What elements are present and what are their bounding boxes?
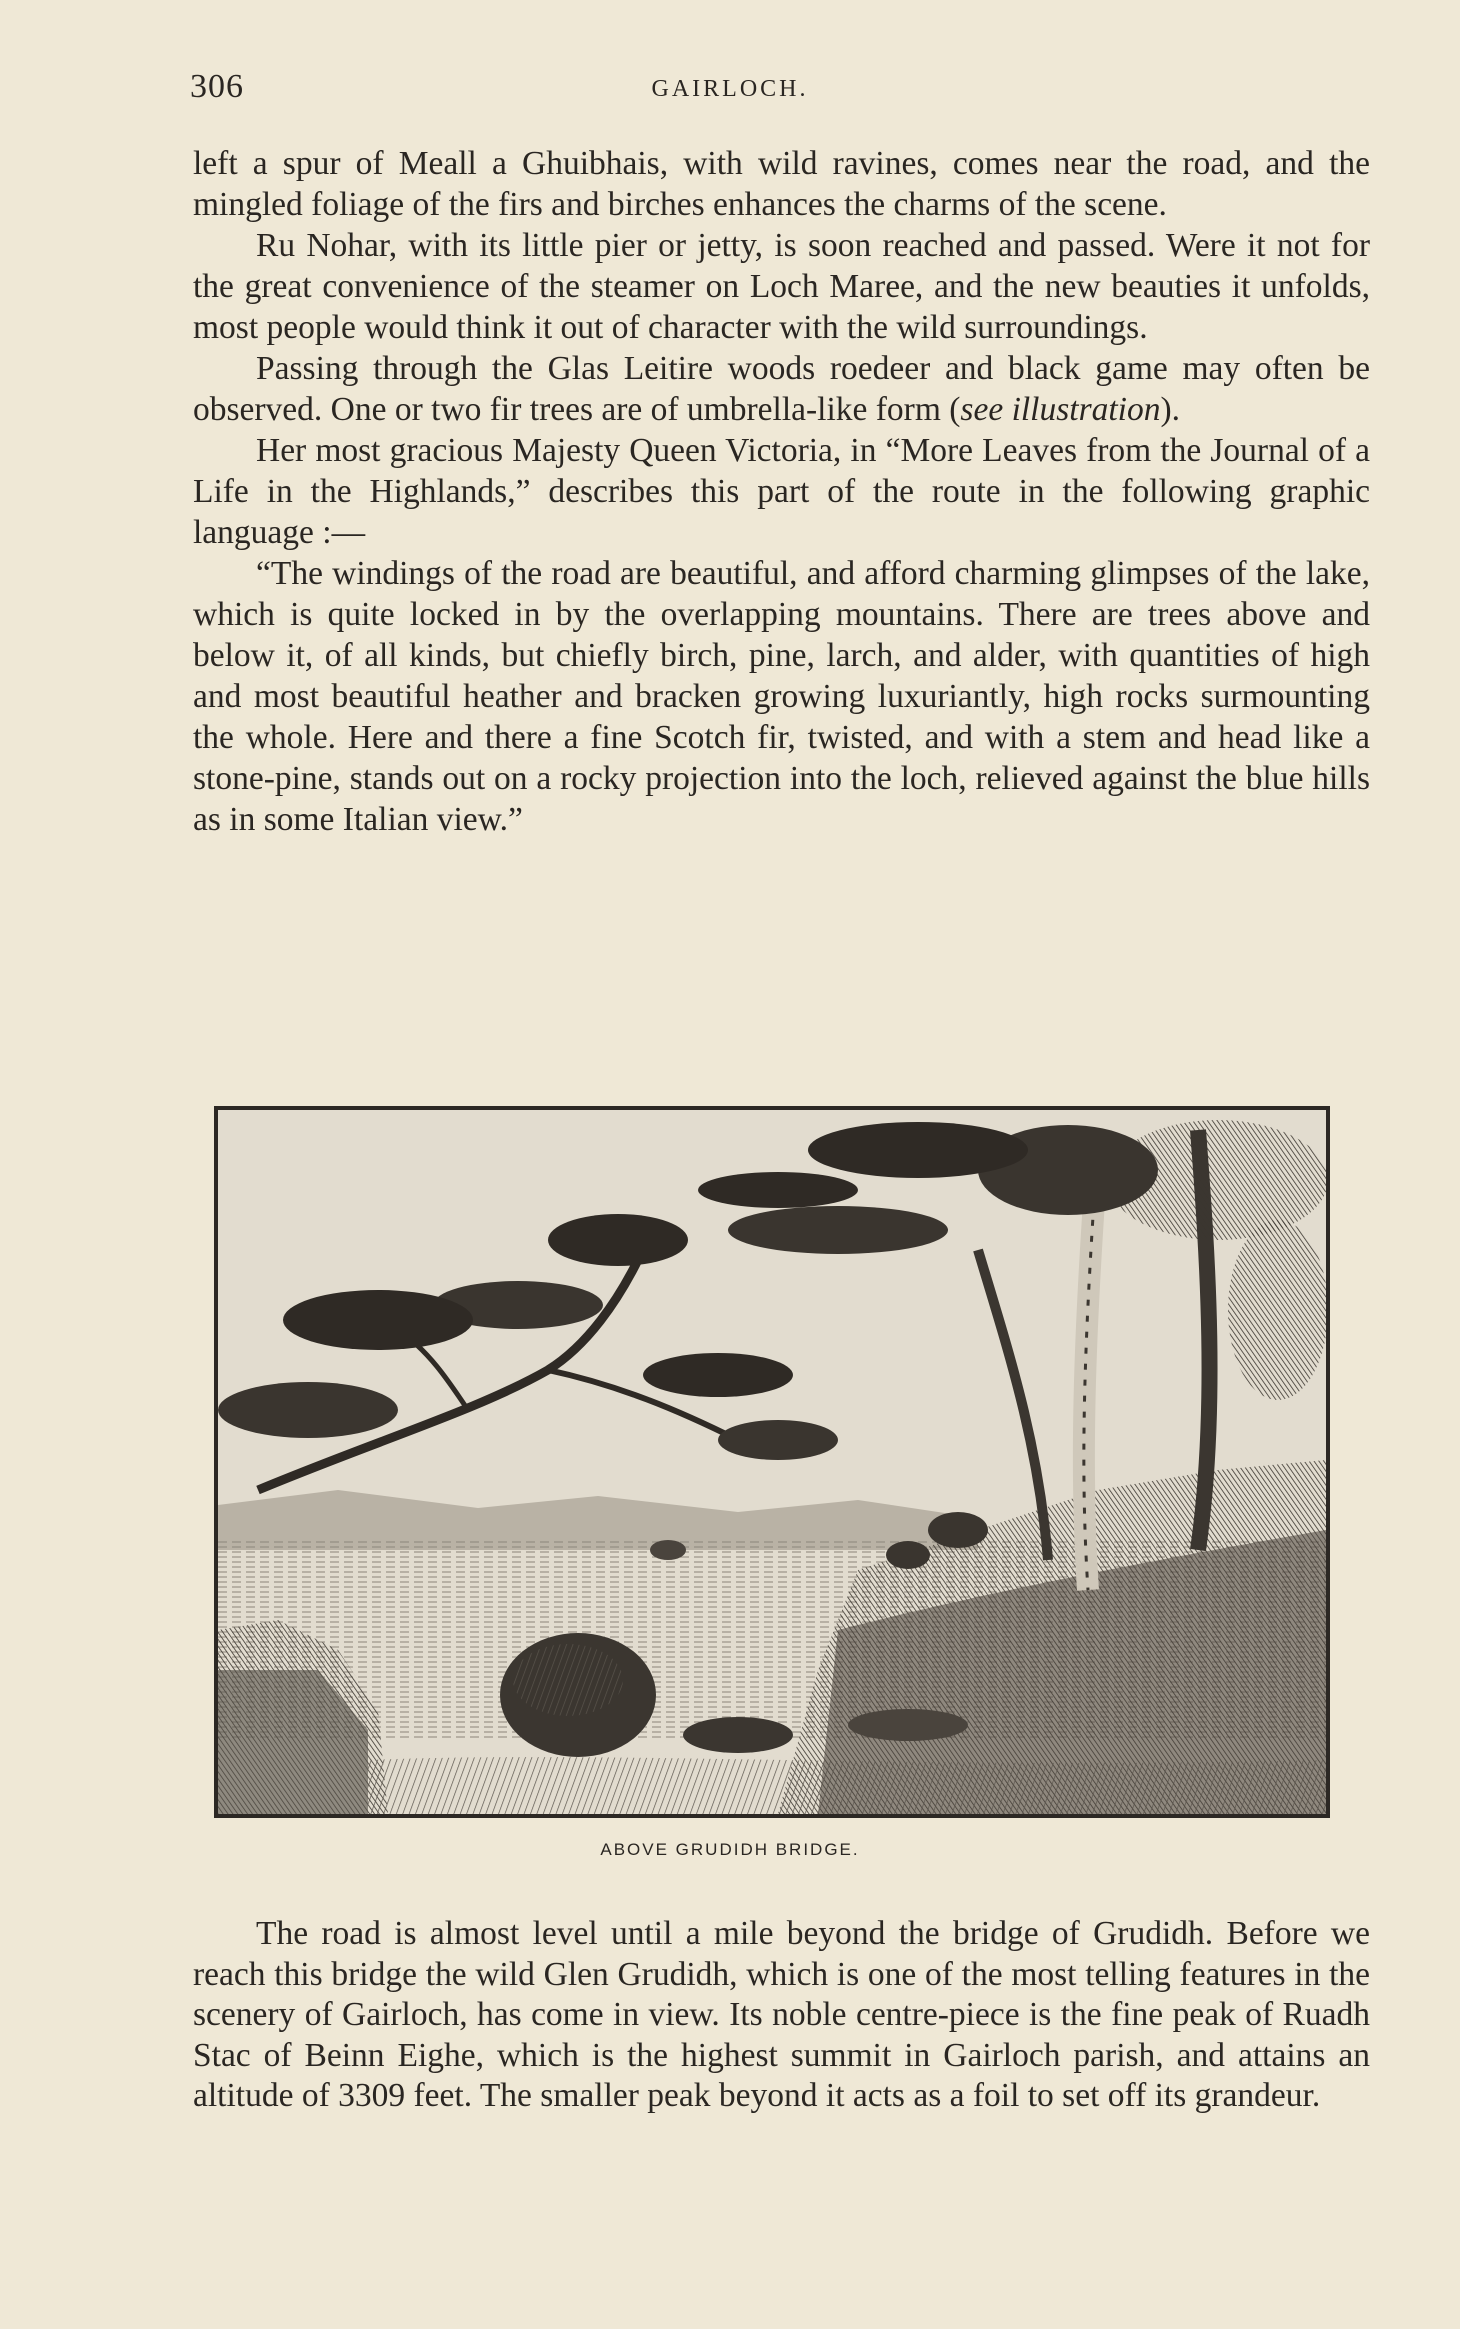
paragraph: The road is almost level until a mile beyond the bridge of Grudidh. Before we reach this bridge the wild Glen Grudidh, which is one of the most telling features in the scenery of Gairloch, has come in view. Its noble centre-piece is the fine peak of Ruadh Stac of Beinn Eighe, which is the highest summit in Gairloch parish, and attains an altitude of 3309 feet. The smaller peak beyond it acts as a foil to set off its grandeur.	[193, 1915, 1370, 2114]
quotation-paragraph: “The windings of the road are beautiful, and afford charming glimpses of the lake, which is quite locked in by the overlapping mountains. There are trees above and below it, of all kinds, but chiefly birch, pine, larch, and alder, with quantities of high and most beautiful heather and bracken growing luxuriantly, high rocks surmounting the whole. Here and there a fine Scotch fir, twisted, and with a stem and head like a stone-pine, stands out on a rocky projection into the loch, relieved against the blue hills as in some Italian view.”	[193, 555, 1370, 838]
text-block-bottom	[193, 1914, 1370, 2117]
page-number: 306	[190, 68, 244, 105]
illustration	[214, 1106, 1330, 1818]
paragraph-text-end: ).	[1160, 391, 1181, 428]
engraving-landscape	[218, 1110, 1326, 1814]
text-block-top	[193, 143, 1370, 840]
paragraph-text: Passing through the Glas Leitire woods roedeer and black game may often be observed. One or two fir trees are of umbrella-like form (	[193, 350, 1370, 428]
paragraph	[193, 348, 1370, 430]
running-title: GAIRLOCH.	[651, 76, 809, 102]
paragraph: Her most gracious Majesty Queen Victoria, in “More Leaves from the Journal of a Life in the Highlands,” describes this part of the route in the following graphic language :—	[193, 432, 1370, 551]
paragraph: Ru Nohar, with its little pier or jetty, is soon reached and passed. Were it not for the great convenience of the steamer on Loch Maree, and the new beauties it unfolds, most people would think it out of character with the wild surroundings.	[193, 227, 1370, 346]
illustration-reference: see illustration	[960, 391, 1161, 428]
paragraph: left a spur of Meall a Ghuibhais, with wild ravines, comes near the road, and the mingled foliage of the firs and birches enhances the charms of the scene.	[193, 145, 1370, 223]
illustration-caption: ABOVE GRUDIDH BRIDGE.	[600, 1840, 860, 1859]
